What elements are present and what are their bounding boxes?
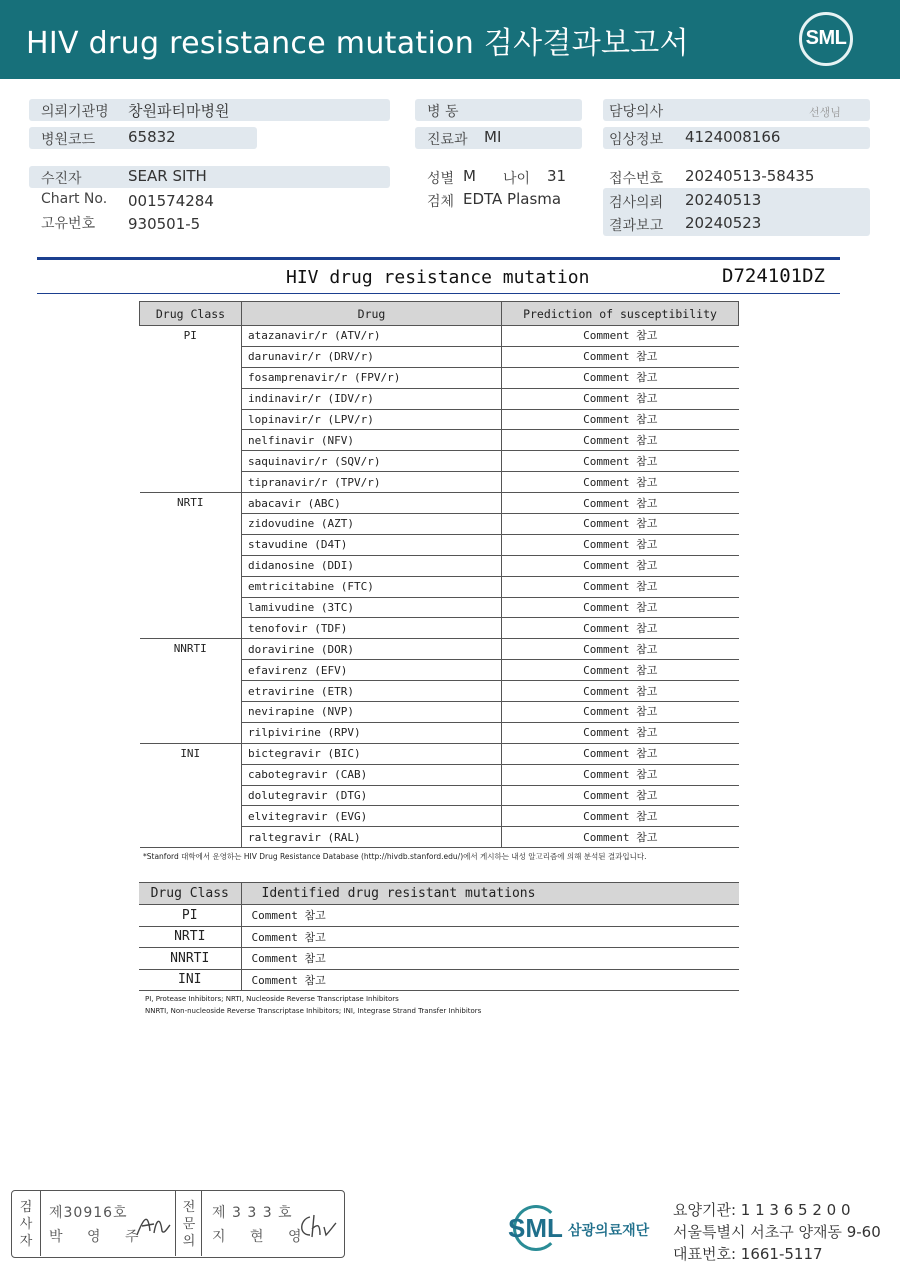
- specialist-license: 제 3 3 3 호: [212, 1205, 293, 1221]
- susceptibility-table: [139, 301, 739, 848]
- mutation-value-cell: Comment 참고: [241, 905, 739, 927]
- doctor-suffix: 선생님: [809, 106, 841, 119]
- patient-box: [29, 166, 390, 188]
- drug-name-cell: indinavir/r (IDV/r): [242, 388, 502, 409]
- drug-name-cell: dolutegravir (DTG): [242, 785, 502, 806]
- age-value: 31: [547, 167, 567, 185]
- unique-id-label: 고유번호: [41, 216, 96, 232]
- susceptibility-table-body: [140, 326, 739, 848]
- report-date-value: 20240523: [685, 214, 762, 232]
- mutation-value-cell: Comment 참고: [241, 926, 739, 948]
- prediction-cell: Comment 참고: [502, 722, 739, 743]
- prediction-cell: Comment 참고: [502, 764, 739, 785]
- prediction-cell: Comment 참고: [502, 388, 739, 409]
- mutation-class-cell: PI: [139, 905, 241, 927]
- institution-label: 의뢰기관명: [41, 104, 109, 120]
- hospital-code-value: 65832: [128, 128, 176, 146]
- table-row: [140, 639, 739, 660]
- prediction-cell: Comment 참고: [502, 618, 739, 639]
- footer-institution-code: 요양기관: 1 1 3 6 5 2 0 0: [673, 1201, 851, 1219]
- drug-name-cell: darunavir/r (DRV/r): [242, 346, 502, 367]
- drug-name-cell: abacavir (ABC): [242, 493, 502, 514]
- receipt-value: 20240513-58435: [685, 167, 815, 185]
- mutations-header-row: [139, 883, 739, 905]
- drug-name-cell: efavirenz (EFV): [242, 660, 502, 681]
- drug-name-cell: rilpivirine (RPV): [242, 722, 502, 743]
- report-date-label: 결과보고: [609, 218, 664, 234]
- prediction-cell: Comment 참고: [502, 555, 739, 576]
- prediction-cell: Comment 참고: [502, 806, 739, 827]
- age-label: 나이: [503, 171, 531, 187]
- drug-name-cell: emtricitabine (FTC): [242, 576, 502, 597]
- footer-logo-text: SML: [508, 1213, 563, 1243]
- department-label: 진료과: [427, 132, 468, 148]
- header-drug: Drug: [242, 302, 502, 326]
- examiner-signature: [134, 1211, 172, 1241]
- sex-value: M: [463, 167, 476, 185]
- prediction-cell: Comment 참고: [502, 639, 739, 660]
- drug-name-cell: lamivudine (3TC): [242, 597, 502, 618]
- mutation-row: [139, 905, 739, 927]
- stanford-note: *Stanford 대학에서 운영하는 HIV Drug Resistance Database (http://hivdb.stanford.edu/)에서 게시하는 내성 알고리즘에 의해 분석된 결과입니다.: [143, 852, 647, 861]
- specimen-value: EDTA Plasma: [463, 190, 562, 208]
- prediction-cell: Comment 참고: [502, 702, 739, 723]
- specimen-label: 검체: [427, 194, 455, 210]
- drug-name-cell: raltegravir (RAL): [242, 827, 502, 848]
- specialist-cell: [202, 1191, 343, 1256]
- table-header-row: [140, 302, 739, 326]
- mutation-row: [139, 969, 739, 991]
- prediction-cell: Comment 참고: [502, 493, 739, 514]
- footer-address: 서울특별시 서초구 양재동 9-60: [673, 1223, 881, 1241]
- signature-block: [11, 1190, 345, 1258]
- mutation-value-cell: Comment 참고: [241, 969, 739, 991]
- department-value: MI: [484, 128, 502, 146]
- footer-org-name: 삼광의료재단: [568, 1223, 650, 1239]
- prediction-cell: Comment 참고: [502, 514, 739, 535]
- ward-label: 병 동: [427, 104, 459, 120]
- drug-class-cell: NRTI: [140, 493, 242, 639]
- drug-name-cell: didanosine (DDI): [242, 555, 502, 576]
- table-row: [140, 743, 739, 764]
- prediction-cell: Comment 참고: [502, 743, 739, 764]
- drug-name-cell: etravirine (ETR): [242, 681, 502, 702]
- drug-name-cell: tenofovir (TDF): [242, 618, 502, 639]
- examiner-license: 제30916호: [49, 1205, 128, 1221]
- examiner-label-cell: [12, 1191, 41, 1256]
- mutations-header-class: Drug Class: [139, 883, 241, 905]
- drug-name-cell: atazanavir/r (ATV/r): [242, 326, 502, 347]
- chart-no-value: 001574284: [128, 192, 214, 210]
- drug-name-cell: tipranavir/r (TPV/r): [242, 472, 502, 493]
- abbreviations-line-1: PI, Protease Inhibitors; NRTI, Nucleoside Reverse Transcriptase Inhibitors: [145, 995, 399, 1003]
- mutation-row: [139, 948, 739, 970]
- drug-name-cell: cabotegravir (CAB): [242, 764, 502, 785]
- mutations-table-body: [139, 905, 739, 991]
- abbreviations: [145, 993, 481, 1017]
- drug-class-cell: PI: [140, 326, 242, 493]
- receipt-label: 접수번호: [609, 171, 664, 187]
- mutation-class-cell: NNRTI: [139, 948, 241, 970]
- mutations-table: [139, 882, 739, 991]
- table-row: [140, 326, 739, 347]
- drug-name-cell: fosamprenavir/r (FPV/r): [242, 367, 502, 388]
- prediction-cell: Comment 참고: [502, 472, 739, 493]
- mutations-header-mutations: Identified drug resistant mutations: [241, 883, 739, 905]
- header-bar: [0, 0, 900, 79]
- specialist-label: 전 문 의: [182, 1200, 196, 1249]
- sml-logo-text: SML: [805, 27, 847, 49]
- patient-value: SEAR SITH: [128, 167, 207, 185]
- prediction-cell: Comment 참고: [502, 576, 739, 597]
- unique-id-value: 930501-5: [128, 215, 201, 233]
- clinical-info-label: 임상정보: [609, 132, 664, 148]
- drug-name-cell: stavudine (D4T): [242, 534, 502, 555]
- specialist-name: 지 현 영: [212, 1229, 312, 1245]
- prediction-cell: Comment 참고: [502, 451, 739, 472]
- header-prediction: Prediction of susceptibility: [502, 302, 739, 326]
- prediction-cell: Comment 참고: [502, 827, 739, 848]
- prediction-cell: Comment 참고: [502, 660, 739, 681]
- mutation-class-cell: NRTI: [139, 926, 241, 948]
- request-label: 검사의뢰: [609, 195, 664, 211]
- drug-name-cell: nevirapine (NVP): [242, 702, 502, 723]
- drug-class-cell: INI: [140, 743, 242, 847]
- prediction-cell: Comment 참고: [502, 326, 739, 347]
- examiner-name: 박 영 주: [49, 1229, 149, 1245]
- prediction-cell: Comment 참고: [502, 785, 739, 806]
- institution-value: 창원파티마병원: [128, 102, 230, 120]
- report-section-title: HIV drug resistance mutation: [286, 267, 590, 288]
- examiner-label: 검 사 자: [19, 1200, 33, 1249]
- sml-logo: [799, 12, 853, 66]
- prediction-cell: Comment 참고: [502, 597, 739, 618]
- patient-label: 수진자: [41, 171, 82, 187]
- mutation-class-cell: INI: [139, 969, 241, 991]
- clinical-info-value: 4124008166: [685, 128, 781, 146]
- prediction-cell: Comment 참고: [502, 681, 739, 702]
- mutation-value-cell: Comment 참고: [241, 948, 739, 970]
- specialist-label-cell: [176, 1191, 202, 1256]
- prediction-cell: Comment 참고: [502, 534, 739, 555]
- prediction-cell: Comment 참고: [502, 346, 739, 367]
- specialist-signature: [296, 1211, 338, 1241]
- drug-name-cell: saquinavir/r (SQV/r): [242, 451, 502, 472]
- report-rule-top: [37, 257, 840, 260]
- drug-class-cell: NNRTI: [140, 639, 242, 743]
- prediction-cell: Comment 참고: [502, 367, 739, 388]
- report-code: D724101DZ: [722, 265, 825, 287]
- drug-name-cell: elvitegravir (EVG): [242, 806, 502, 827]
- hospital-code-label: 병원코드: [41, 132, 96, 148]
- sex-label: 성별: [427, 171, 455, 187]
- footer-phone: 대표번호: 1661-5117: [673, 1245, 823, 1263]
- examiner-cell: [41, 1191, 176, 1256]
- drug-name-cell: zidovudine (AZT): [242, 514, 502, 535]
- report-title: HIV drug resistance mutation 검사결과보고서: [26, 26, 689, 61]
- report-rule-bottom: [37, 293, 840, 294]
- table-row: [140, 493, 739, 514]
- drug-name-cell: lopinavir/r (LPV/r): [242, 409, 502, 430]
- drug-name-cell: doravirine (DOR): [242, 639, 502, 660]
- prediction-cell: Comment 참고: [502, 409, 739, 430]
- mutation-row: [139, 926, 739, 948]
- drug-name-cell: bictegravir (BIC): [242, 743, 502, 764]
- header-drug-class: Drug Class: [140, 302, 242, 326]
- abbreviations-line-2: NNRTI, Non-nucleoside Reverse Transcriptase Inhibitors; INI, Integrase Strand Transfer Inhibitors: [145, 1007, 482, 1015]
- doctor-label: 담당의사: [609, 104, 664, 120]
- request-value: 20240513: [685, 191, 762, 209]
- drug-name-cell: nelfinavir (NFV): [242, 430, 502, 451]
- prediction-cell: Comment 참고: [502, 430, 739, 451]
- chart-no-label: Chart No.: [41, 191, 108, 207]
